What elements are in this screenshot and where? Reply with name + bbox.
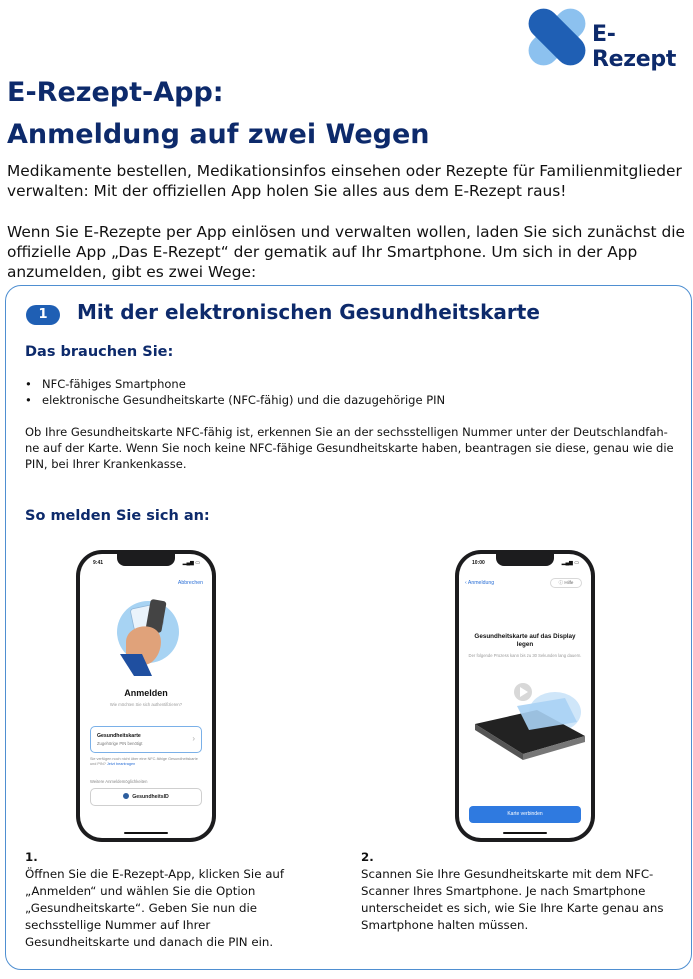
status-time: 10:00 — [472, 560, 485, 566]
phone-screen — [80, 554, 212, 838]
hand-card-illustration — [112, 596, 182, 678]
phone-mockup-login — [76, 550, 216, 842]
phone-mockup-nfc-scan — [455, 550, 595, 842]
step-2-number: 2. — [361, 850, 374, 864]
chevron-right-icon: › — [192, 734, 195, 743]
brand-name: E-Rezept — [592, 22, 677, 72]
status-icons: ▂▄▆ ▭ — [561, 560, 579, 566]
phone-notch — [117, 554, 175, 566]
back-link[interactable]: ‹ Anmeldung — [465, 580, 495, 586]
page-title-line2: Anmeldung auf zwei Wegen — [7, 119, 430, 150]
health-card-option-subtitle: Zugehörige PIN benötigt — [97, 741, 143, 746]
section-number-badge: 1 — [26, 305, 60, 325]
apply-link[interactable]: Jetzt beantragen — [106, 762, 136, 766]
login-title: Anmelden — [124, 688, 168, 698]
connect-card-button[interactable]: Karte verbinden — [469, 806, 581, 823]
step-2-instruction — [361, 849, 691, 934]
apply-note: Sie verfügen noch nicht über eine NFC-fähige Gesundheitskarte und PIN? Jetzt beantragen — [90, 757, 198, 766]
phone-card-illustration — [465, 680, 587, 768]
gesundheitsid-icon — [123, 793, 129, 799]
help-button[interactable]: ⓘ Hilfe — [550, 578, 582, 588]
step-1-number: 1. — [25, 850, 38, 864]
scan-title: Gesundheitskarte auf das Display legen — [474, 633, 576, 648]
phone-notch — [496, 554, 554, 566]
health-card-option[interactable] — [90, 726, 202, 753]
section-heading: Mit der elektronischen Gesundheitskarte — [77, 300, 540, 324]
step-1-instruction — [25, 849, 310, 951]
cancel-link[interactable]: Abbrechen — [177, 580, 203, 586]
status-time: 9:41 — [93, 560, 104, 566]
more-options-label: Weitere Anmeldemöglichkeiten — [90, 779, 148, 784]
how-to-heading: So melden Sie sich an: — [25, 508, 210, 524]
nfc-note: Ob Ihre Gesundheitskarte NFC-fähig ist, erkennen Sie an der sechsstelligen Nummer unter der Deutschlandfah-ne auf der Karte. Wenn Sie noch keine NFC-fähige Gesundheitskarte haben, beantragen sie diese, genau wie die PIN, bei Ihrer Krankenkasse. — [25, 425, 674, 471]
list-item: • elektronische Gesundheitskarte (NFC-fähig) und die dazugehörige PIN — [25, 392, 445, 408]
login-subtitle: Wie möchten Sie sich authentifizieren? — [109, 702, 183, 707]
page-title-line1: E-Rezept-App: — [7, 77, 224, 108]
step-1-text: Öffnen Sie die E-Rezept-App, klicken Sie auf „Anmelden“ und wählen Sie die Option „Gesundheitskarte“. Geben Sie nun die sechsstellige Nummer auf Ihrer Gesundheitskarte und danach die PIN ein. — [25, 867, 285, 949]
download-paragraph: Wenn Sie E-Rezepte per App einlösen und verwalten wollen, laden Sie sich zunächst die offizielle App „Das E-Rezept“ der gematik auf Ihr Smartphone. Um sich in der App anzumelden, gibt es zwei Wege: — [7, 223, 685, 281]
scan-subtitle: Der folgende Prozess kann bis zu 30 Sekunden lang dauern. — [468, 653, 582, 658]
step-2-text: Scannen Sie Ihre Gesundheitskarte mit dem NFC-Scanner Ihres Smartphone. Je nach Smartphone unterscheidet es sich, wie Sie Ihre Karte genau ans Smartphone halten müssen. — [361, 867, 664, 932]
home-indicator — [124, 832, 168, 834]
home-indicator — [503, 832, 547, 834]
requirements-heading: Das brauchen Sie: — [25, 344, 174, 360]
phone-screen — [459, 554, 591, 838]
gesundheitsid-button[interactable]: GesundheitsID — [90, 788, 202, 806]
intro-paragraph: Medikamente bestellen, Medikationsinfos einsehen oder Rezepte für Familienmitglieder verwalten: Mit der offiziellen App holen Sie alles aus dem E-Rezept raus! — [7, 162, 682, 200]
list-item: • NFC-fähiges Smartphone — [25, 376, 445, 392]
health-card-option-title: Gesundheitskarte — [97, 733, 141, 739]
status-icons: ▂▄▆ ▭ — [182, 560, 200, 566]
requirements-list — [25, 376, 445, 408]
